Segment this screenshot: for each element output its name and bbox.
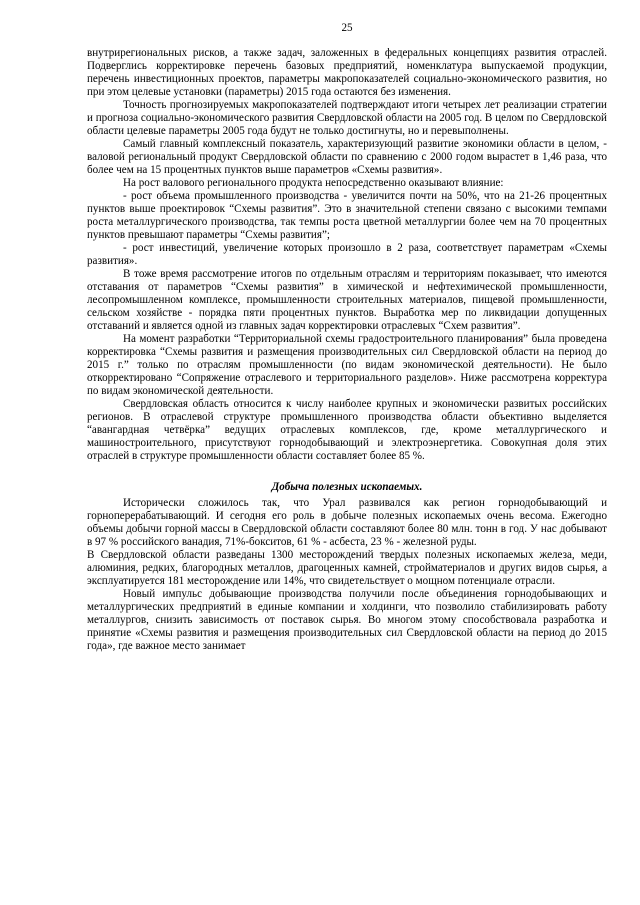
paragraph-scheme-correction: На момент разработки “Территориальной схемы градостроительного планирования” была проведена корректировка “Схемы развития и размещения производительных сил Свердловской области на период до 2015 г.” только по отраслям промышленности (по видам экономической деятельности). Не было откорректировано “Сопряжение отраслевого и территориального разделов». Ниже рассмотрена корректура по видам экономической деятельности. [87,333,607,397]
paragraph-sector-lag: В тоже время рассмотрение итогов по отдельным отраслям и территориям показывает, что имеются отставания от параметров “Схемы развития” в химической и нефтехимической промышленности, лесопромышленном комплексе, промышленности строительных материалов, пищевой промышленности, сельском хозяйстве - порядка пяти процентных пунктов. Выработка мер по ликвидации допущенных отставаний и является одной из главных задач корректировки отраслевых “Схем развития”. [87,268,607,332]
paragraph-mining-impulse: Новый импульс добывающие производства получили после объединения горнодобывающих и металлургических предприятий в единые компании и холдинги, что позволило стабилизировать работу металлургов, снизить зависимость от поставок сырья. Во многом этому способствовала разработка и принятие «Схемы развития и размещения производительных сил Свердловской области на период до 2015 года», где важное место занимает [87,588,607,652]
paragraph-forecast-accuracy: Точность прогнозируемых макропоказателей подтверждают итоги четырех лет реализации стратегии и прогноза социально-экономического развития Свердловской области на 2005 год. В целом по Свердловской области целевые параметры 2005 года будут не только достигнуты, но и перевыполнены. [87,99,607,137]
paragraph-grp-influence: На рост валового регионального продукта непосредственно оказывают влияние: [123,177,504,189]
paragraph-industrial-growth: - рост объема промышленного производства - увеличится почти на 50%, что на 21-26 процентных пунктов выше проектировок “Схемы развития”. Это в значительной степени связано с высокими темпами роста металлургического производства, так темпы роста цветной металлургии более чем на 70 процентных пунктов превышают параметры “Схемы развития”; [87,190,607,241]
paragraph-mining-deposits: В Свердловской области разведаны 1300 месторождений твердых полезных ископаемых железа, меди, алюминия, редких, благородных металлов, драгоценных камней, стройматериалов и других видов сырья, а эксплуатируется 181 месторождение или 14%, что свидетельствует о мощном потенциале отрасли. [87,549,607,587]
paragraph-continuation: внутрирегиональных рисков, а также задач, заложенных в федеральных концепциях развития отраслей. Подверглись корректировке перечень базовых предприятий, номенклатура выпускаемой продукции, перечень инвестиционных проектов, параметры макропоказателей социально-экономического развития, но при этом целевые установки (параметры) 2015 года остаются без изменения. [87,47,607,98]
document-page [87,22,607,653]
section-heading-mining: Добыча полезных ископаемых. [271,481,423,493]
paragraph-investment-growth: - рост инвестиций, увеличение которых произошло в 2 раза, соответствует параметрам «Схемы развития». [87,242,607,267]
paragraph-region-overview: Свердловская область относится к числу наиболее крупных и экономически развитых российских регионов. В отраслевой структуре промышленного производства области объективно выделяется “авангардная четвёрка” ведущих отраслевых комплексов, где, кроме металлургического и машиностроительного, присутствуют горнодобывающий и электроэнергетика. Совокупная доля этих отраслей в структуре промышленности области составляет более 85 %. [87,398,607,462]
paragraph-mining-history: Исторически сложилось так, что Урал развивался как регион горнодобывающий и горноперерабатывающий. И сегодня его роль в добыче полезных ископаемых очень весома. Ежегодно объемы добычи горной массы в Свердловской области составляют более 80 млн. тонн в год. У нас добывают в 97 % российского ванадия, 71%-бокситов, 61 % - асбеста, 23 % - железной руды. [87,497,607,548]
page-number: 25 [341,22,353,34]
paragraph-grp-indicator: Самый главный комплексный показатель, характеризующий развитие экономики области в целом, - валовой региональный продукт Свердловской области по сравнению с 2000 годом вырастет в 1,46 раза, что более чем на 15 процентных пунктов выше параметров «Схемы развития». [87,138,607,176]
